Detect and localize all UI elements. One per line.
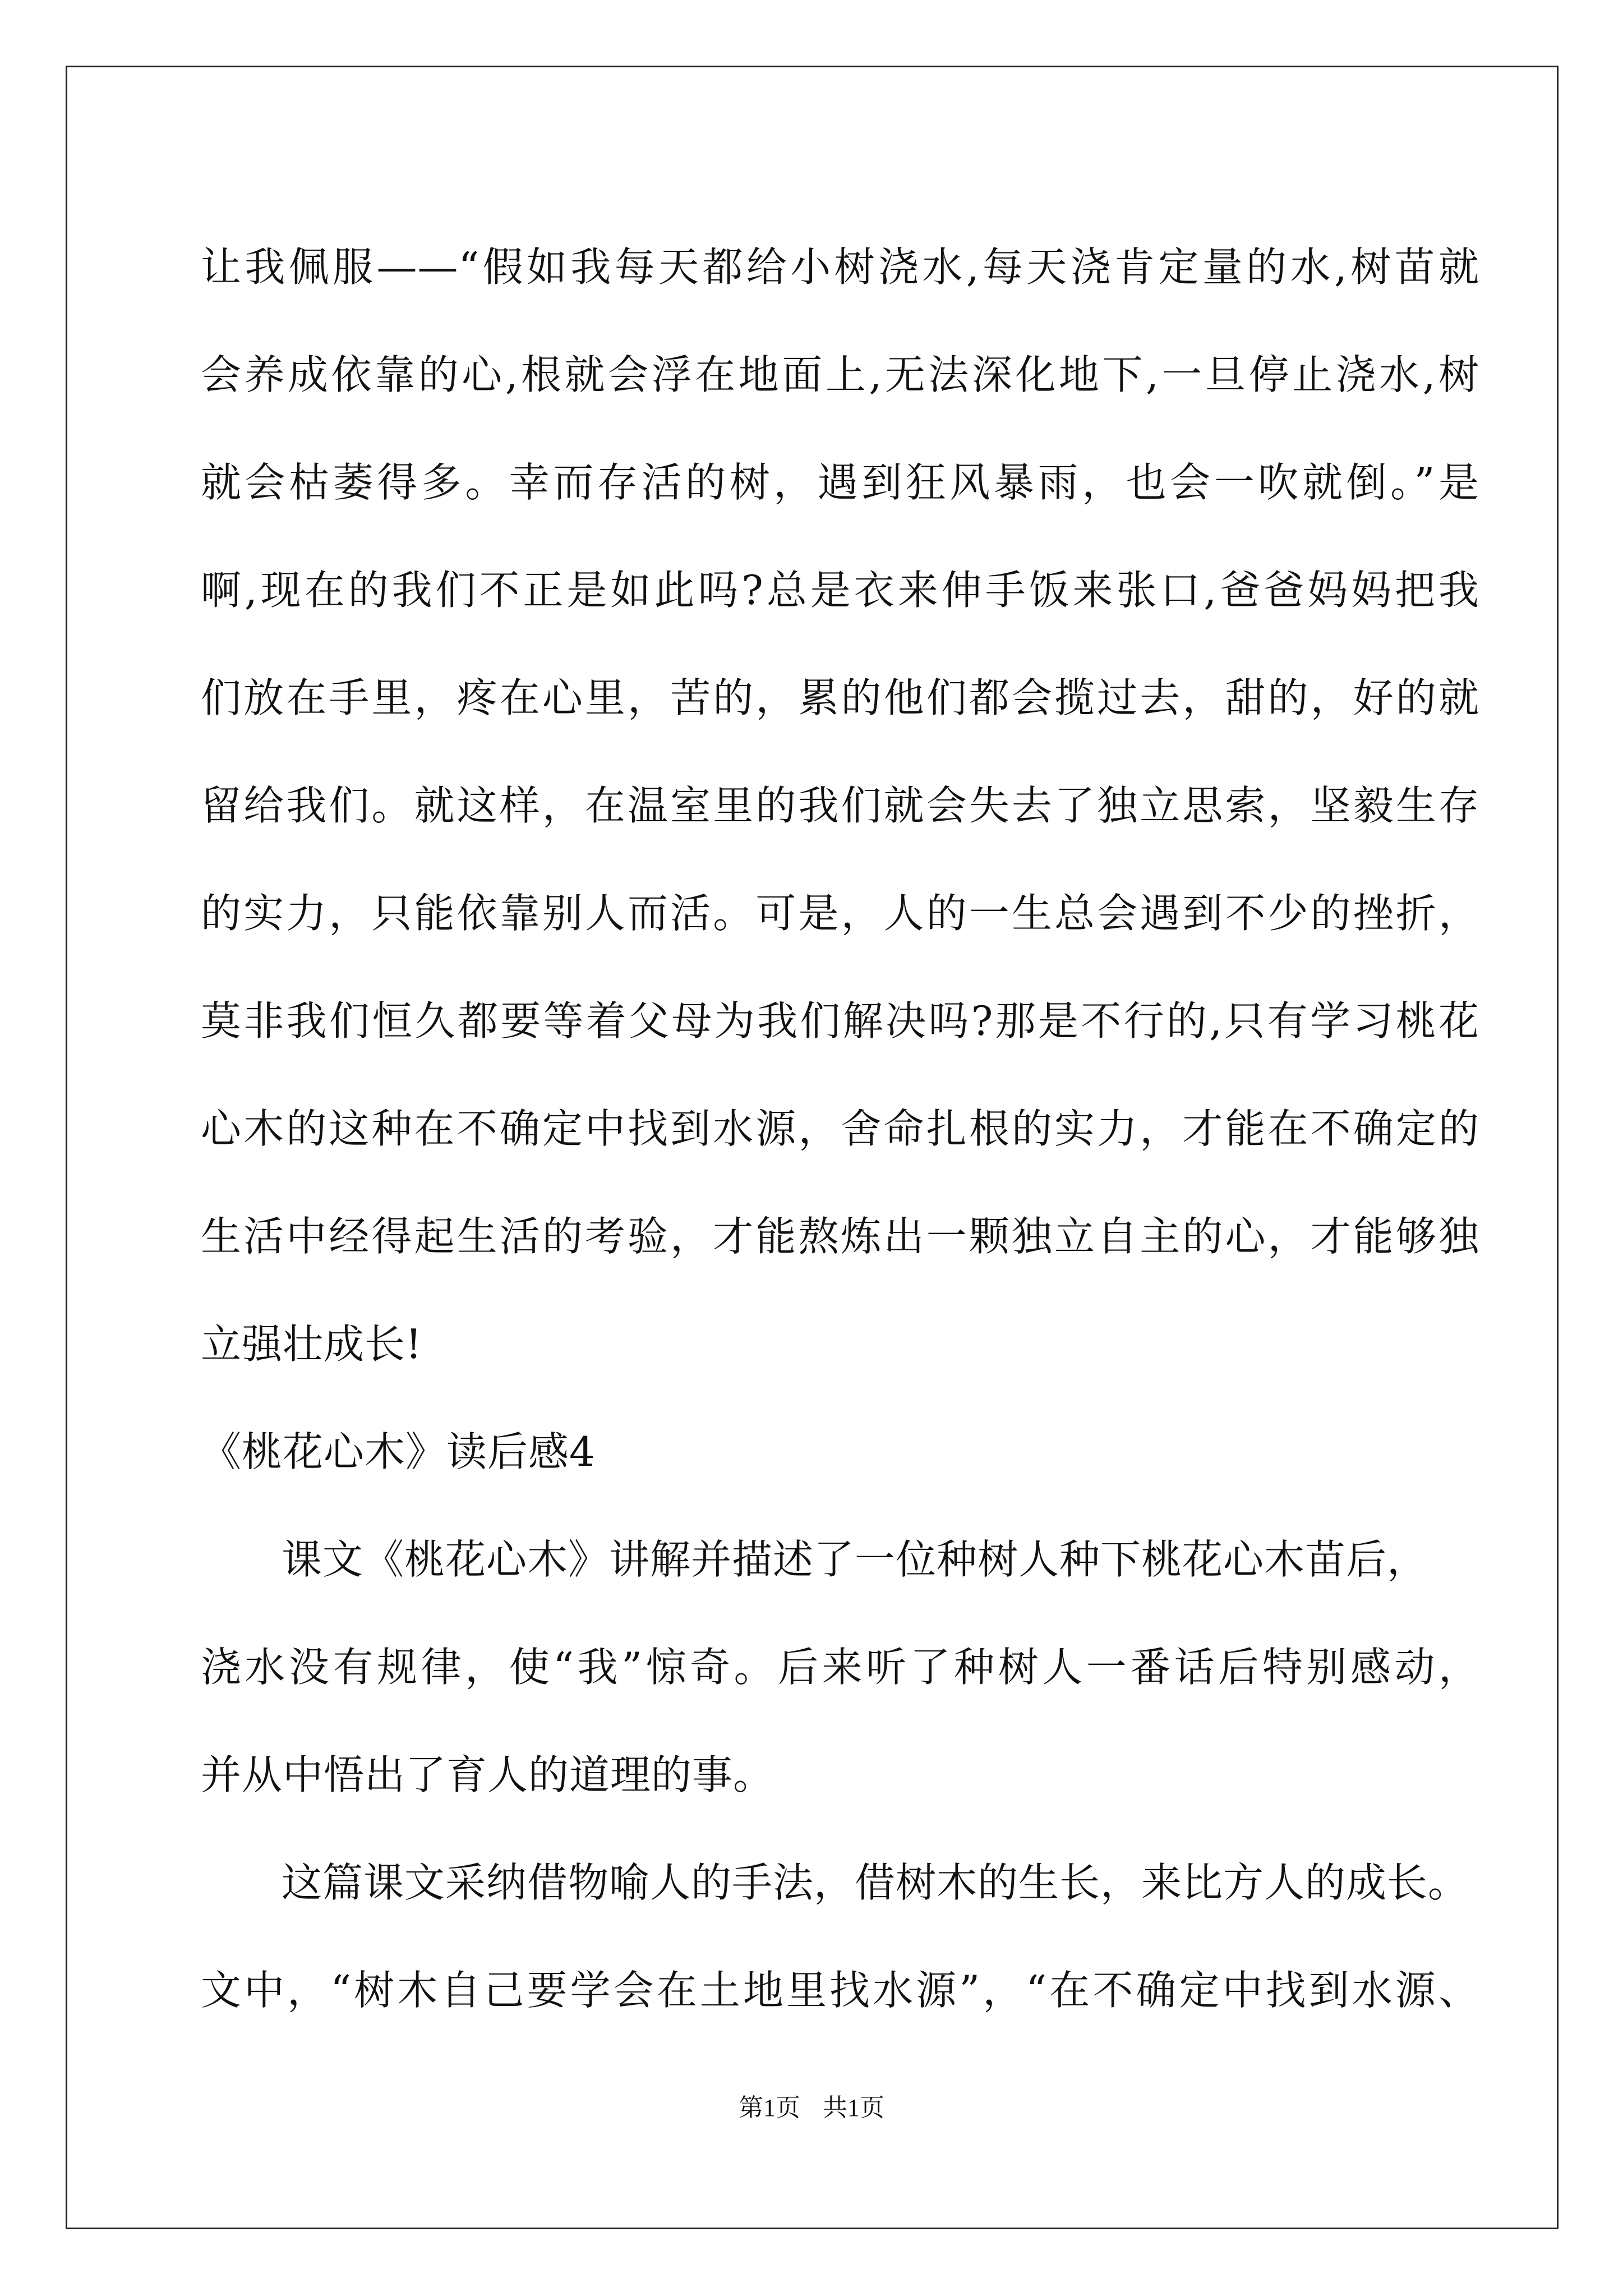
text-line: 让我佩服——“假如我每天都给小树浇水,每天浇肯定量的水,树苗就 (201, 243, 1479, 291)
text-line: 会养成依靠的心,根就会浮在地面上,无法深化地下,一旦停止浇水,树 (201, 351, 1479, 398)
text-line: 的实力，只能依靠别人而活。可是，人的一生总会遇到不少的挫折， (201, 890, 1479, 937)
text-line: 就会枯萎得多。幸而存活的树，遇到狂风暴雨，也会一吹就倒。”是 (201, 459, 1479, 506)
text-line: 心木的这种在不确定中找到水源，舍命扎根的实力，才能在不确定的 (201, 1105, 1479, 1152)
text-line: 生活中经得起生活的考验，才能熬炼出一颗独立自主的心，才能够独 (201, 1213, 1479, 1260)
text-line: 留给我们。就这样，在温室里的我们就会失去了独立思索，坚毅生存 (201, 782, 1479, 829)
page-footer (0, 2091, 1623, 2125)
text-line: 莫非我们恒久都要等着父母为我们解决吗?那是不行的,只有学习桃花 (201, 997, 1479, 1045)
text-line: 文中，“树木自己要学会在土地里找水源”，“在不确定中找到水源、 (201, 1967, 1479, 2014)
text-line: 立强壮成长! (201, 1320, 422, 1368)
page-total: 共1页 (823, 2094, 884, 2122)
section-heading: 《桃花心木》读后感4 (201, 1428, 596, 1475)
page-number: 第1页 (739, 2094, 800, 2122)
text-line: 并从中悟出了育人的道理的事。 (201, 1751, 774, 1798)
document-body (201, 213, 1479, 2044)
paragraph-first-line: 课文《桃花心木》讲解并描述了一位种树人种下桃花心木苗后， (282, 1536, 1428, 1583)
paragraph-first-line: 这篇课文采纳借物喻人的手法，借树木的生长，来比方人的成长。 (282, 1859, 1469, 1906)
text-line: 啊,现在的我们不正是如此吗?总是衣来伸手饭来张口,爸爸妈妈把我 (201, 567, 1479, 614)
text-line: 浇水没有规律，使“我”惊奇。后来听了种树人一番话后特别感动， (201, 1644, 1479, 1691)
text-line: 们放在手里，疼在心里，苦的，累的他们都会揽过去，甜的，好的就 (201, 674, 1479, 721)
